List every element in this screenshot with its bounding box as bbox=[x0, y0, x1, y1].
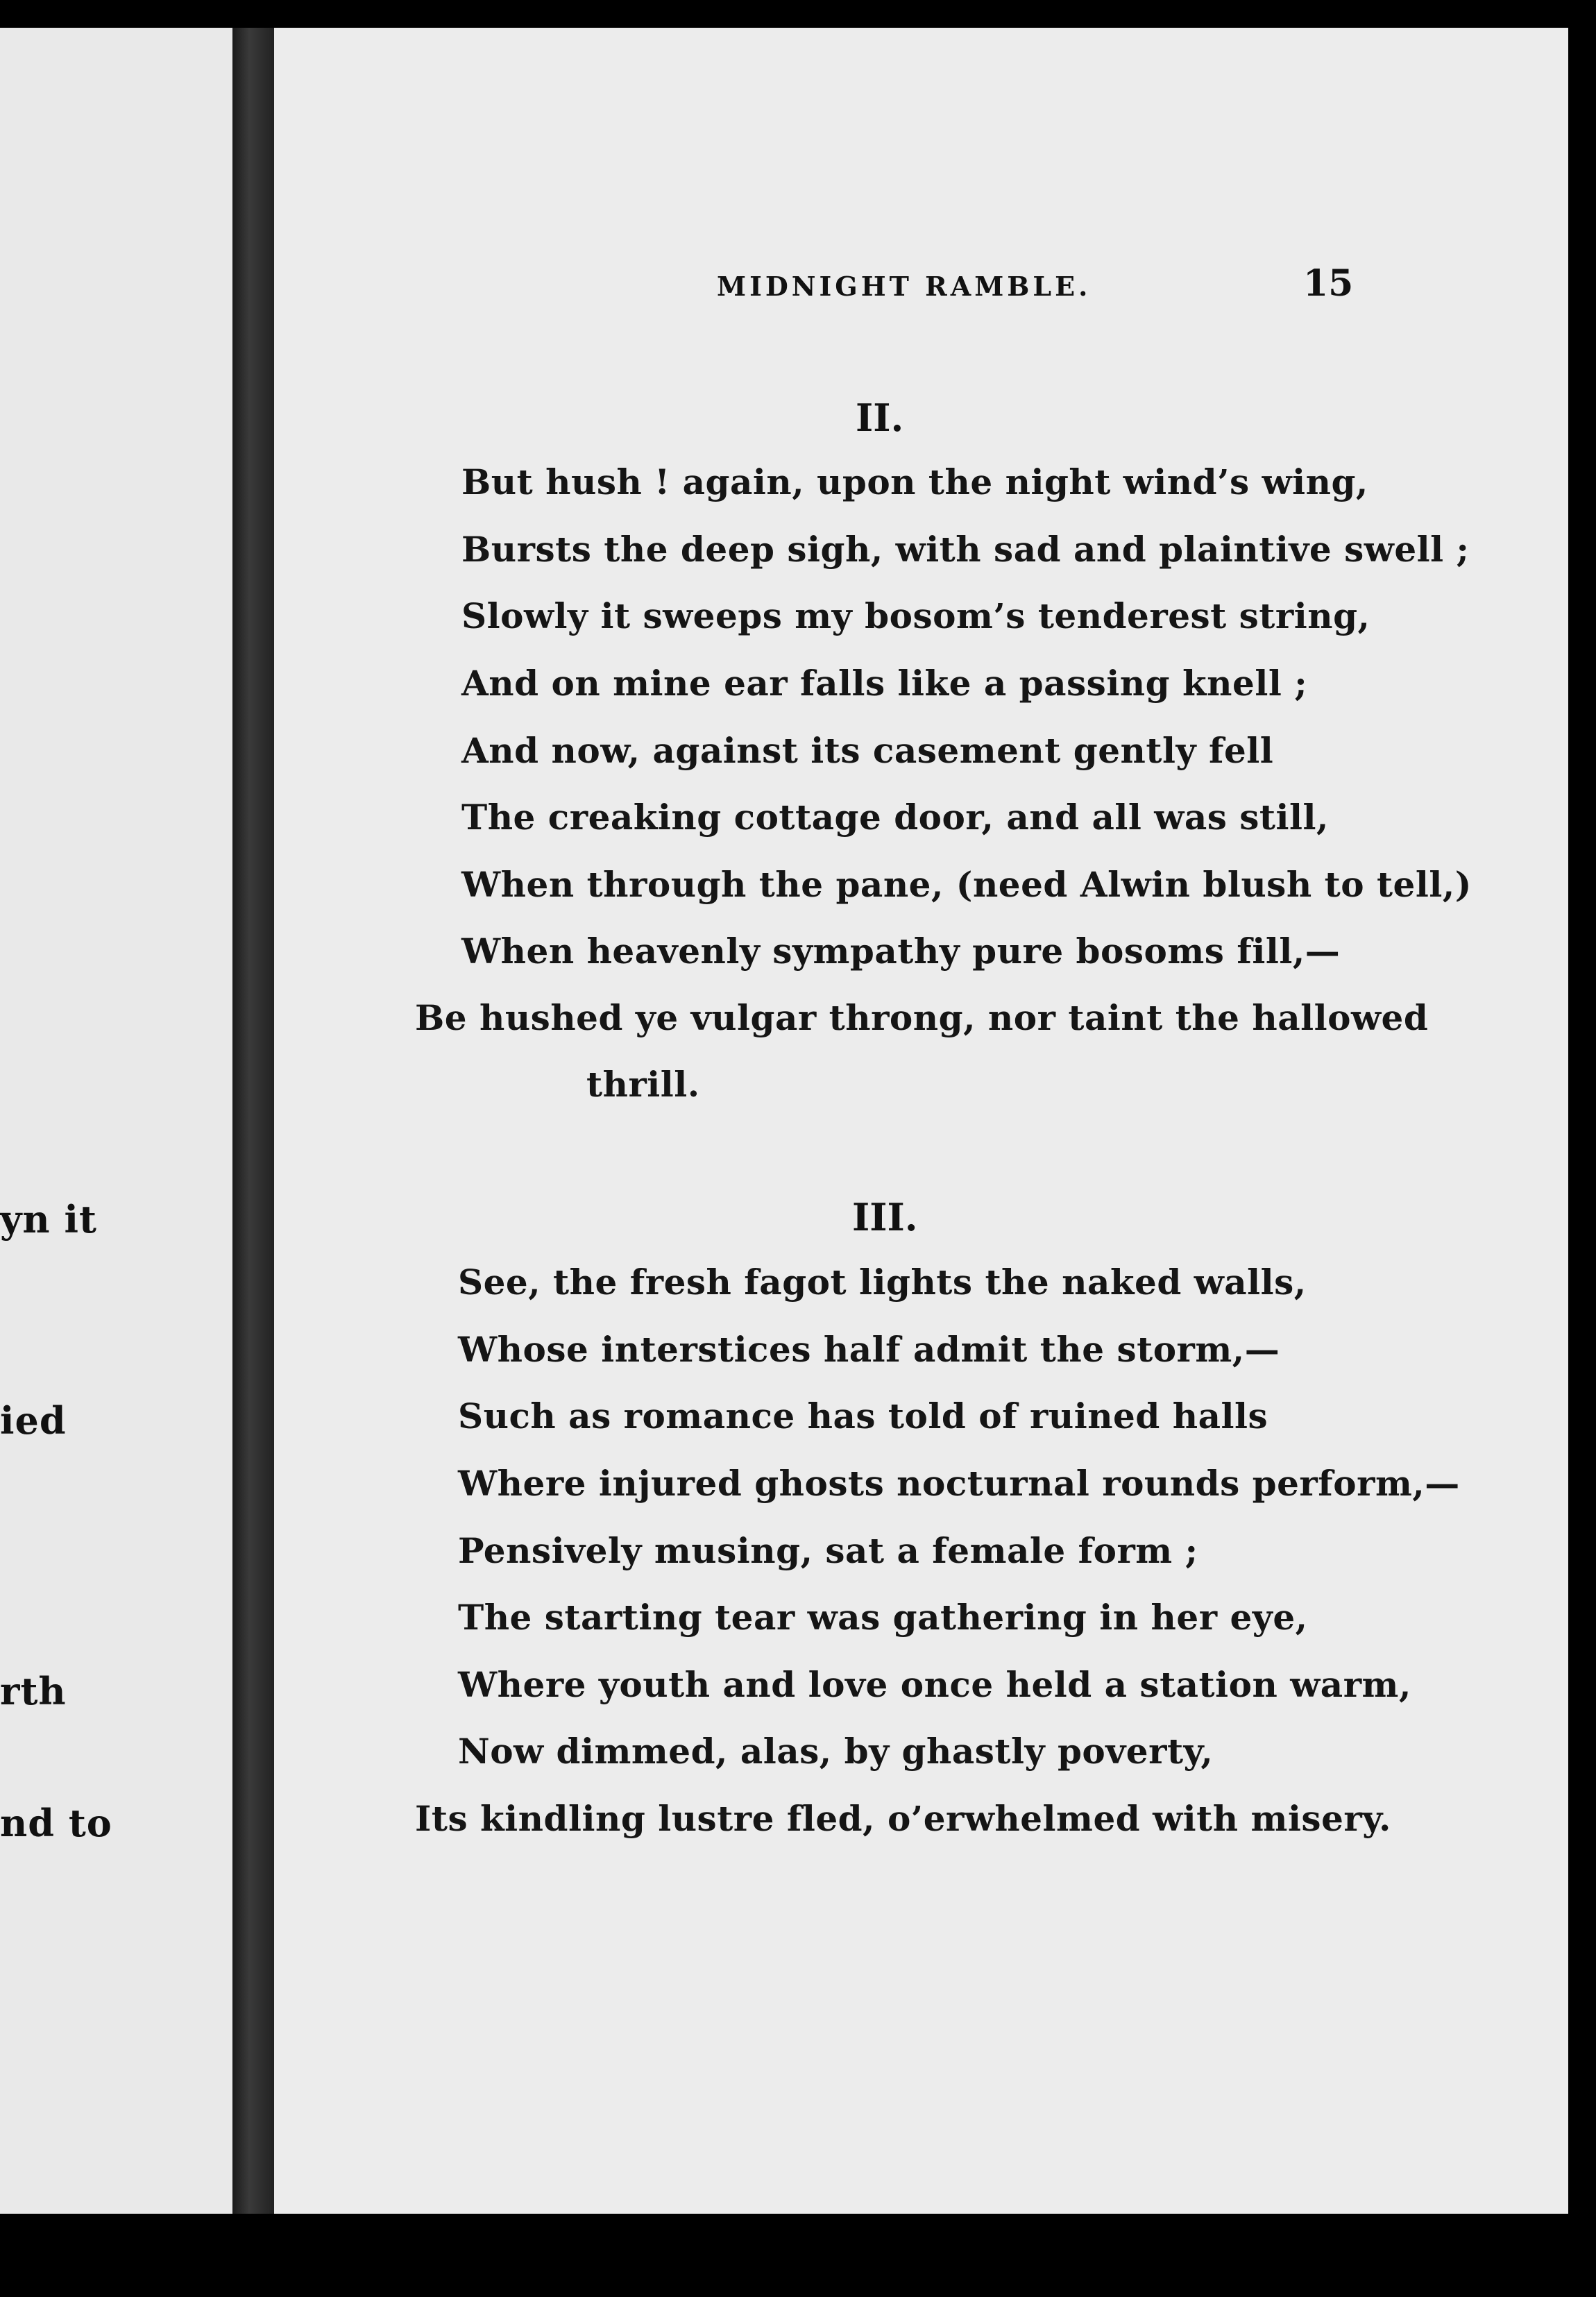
poem-line: Slowly it sweeps my bosom’s tenderest string, bbox=[461, 595, 1370, 636]
running-header: MIDNIGHT RAMBLE. bbox=[717, 271, 1092, 302]
poem-line: Such as romance has told of ruined halls bbox=[458, 1396, 1268, 1436]
poem-line: The starting tear was gathering in her eye, bbox=[458, 1597, 1308, 1638]
stanza-number: III. bbox=[852, 1195, 918, 1239]
poem-line: When heavenly sympathy pure bosoms fill,— bbox=[461, 931, 1341, 972]
poem-line: Bursts the deep sigh, with sad and plaintive swell ; bbox=[461, 529, 1470, 570]
left-page bbox=[0, 28, 239, 2214]
poem-line: And on mine ear falls like a passing knell ; bbox=[461, 663, 1308, 704]
poem-line: Pensively musing, sat a female form ; bbox=[458, 1530, 1198, 1571]
poem-line: Whose interstices half admit the storm,— bbox=[458, 1329, 1280, 1370]
left-page-fragment: yn it bbox=[0, 1197, 97, 1241]
poem-line: See, the fresh fagot lights the naked walls, bbox=[458, 1262, 1307, 1303]
stanza-number: II. bbox=[856, 396, 904, 440]
poem-line: Its kindling lustre fled, o’erwhelmed with misery. bbox=[415, 1798, 1391, 1839]
poem-line: The creaking cottage door, and all was still, bbox=[461, 797, 1329, 838]
left-page-fragment: ied bbox=[0, 1398, 67, 1443]
left-page-fragment: rth bbox=[0, 1669, 67, 1713]
left-page-fragment: nd to bbox=[0, 1801, 112, 1845]
poem-line: Where youth and love once held a station warm, bbox=[458, 1664, 1411, 1705]
book-gutter bbox=[232, 28, 274, 2214]
poem-line: When through the pane, (need Alwin blush to tell,) bbox=[461, 864, 1472, 905]
page-number: 15 bbox=[1303, 262, 1354, 305]
poem-line: And now, against its casement gently fell bbox=[461, 730, 1274, 771]
poem-line: Where injured ghosts nocturnal rounds perform,— bbox=[458, 1463, 1460, 1504]
right-page bbox=[274, 28, 1568, 2214]
poem-line: Now dimmed, alas, by ghastly poverty, bbox=[458, 1731, 1214, 1772]
poem-line: But hush ! again, upon the night wind’s wing, bbox=[461, 461, 1368, 502]
poem-line: thrill. bbox=[586, 1064, 700, 1105]
poem-line: Be hushed ye vulgar throng, nor taint the hallowed bbox=[415, 997, 1429, 1038]
